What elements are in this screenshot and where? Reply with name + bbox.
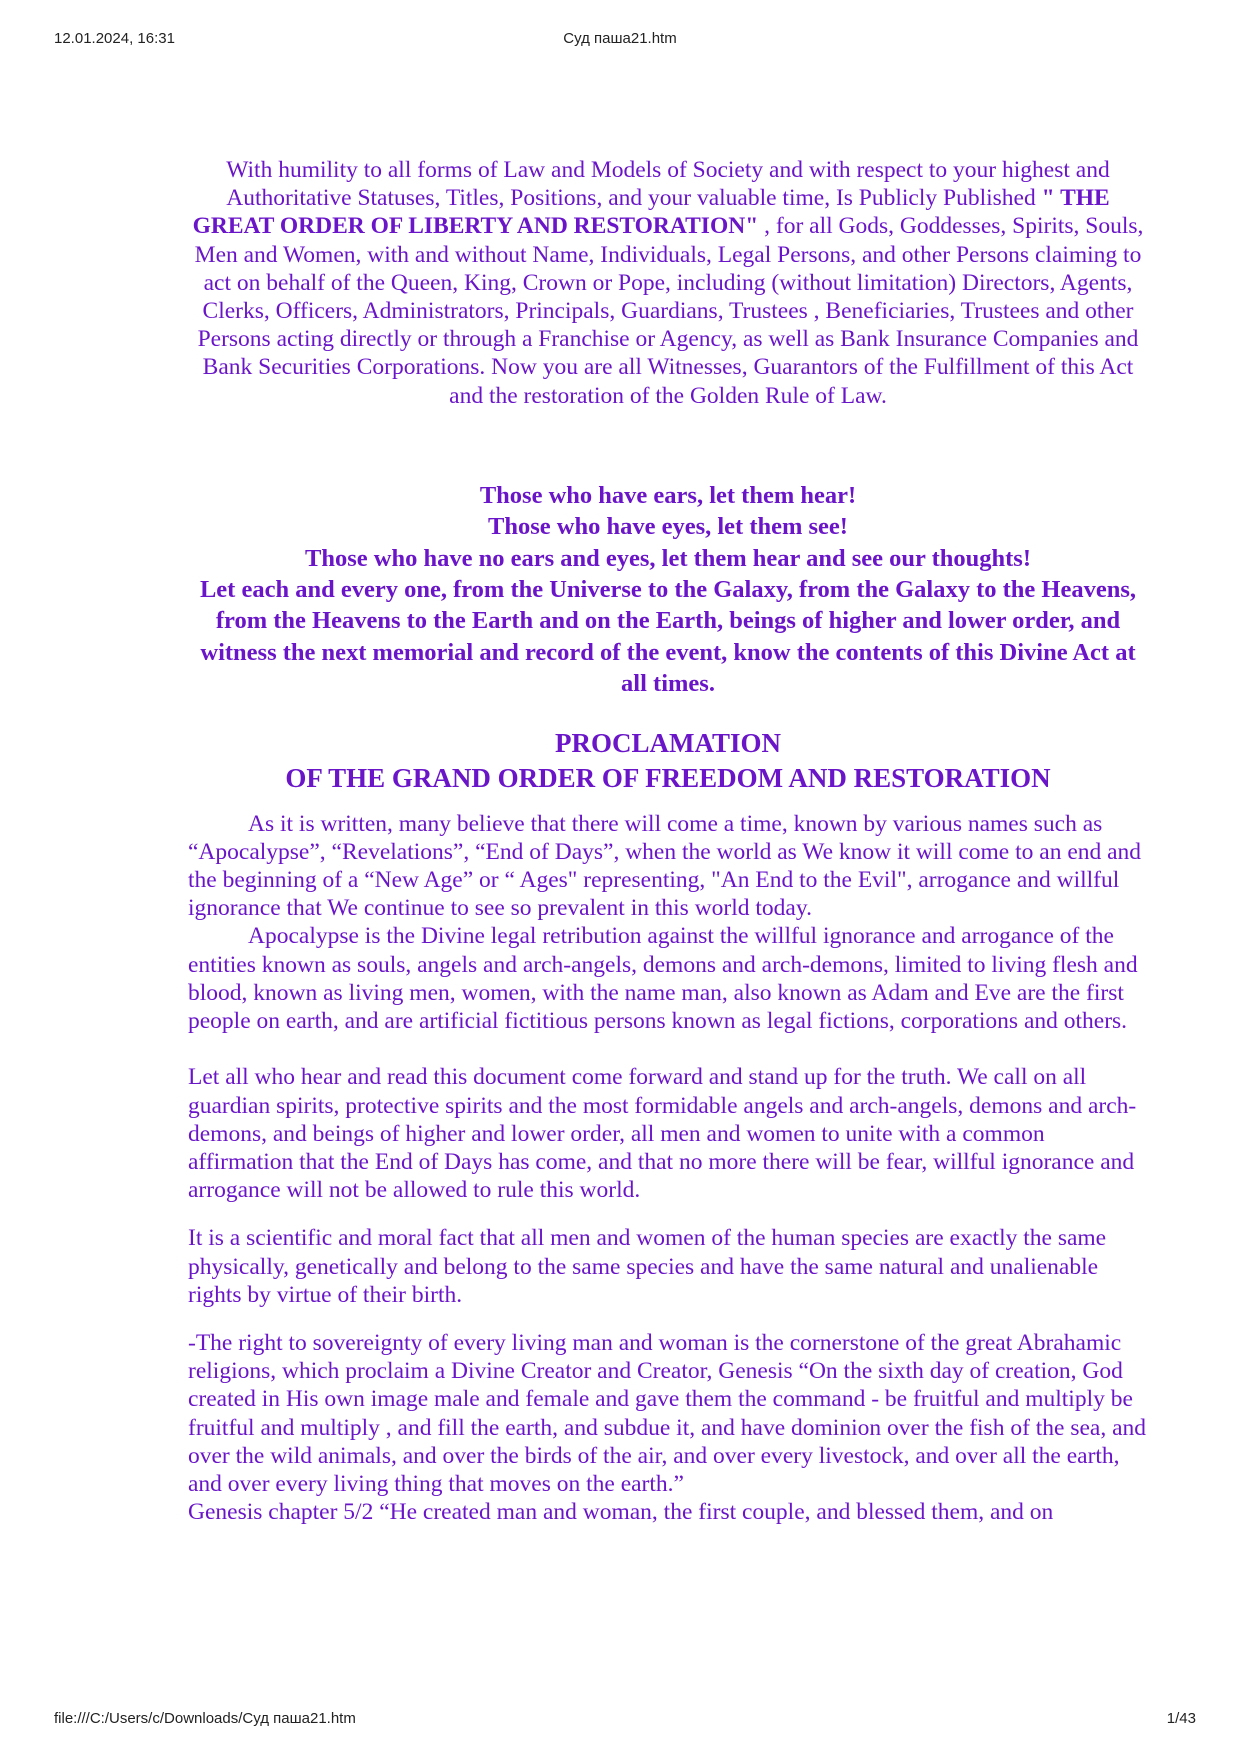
intro-bold-title: " THE GREAT ORDER OF LIBERTY AND RESTORATION" xyxy=(192,185,1110,240)
body-paragraph-5: -The right to sovereignty of every living man and woman is the cornerstone of the great Abrahamic religions, which proclaim a Divine Creator and Creator, Genesis “On the sixth day of creation, God created in His own image male and female and gave them the command - be fruitful and multiply be fruitful and multiply , and fill the earth, and subdue it, and have dominion over the fish of the sea, and over the wild animals, and over the birds of the air, and over every livestock, and over all the earth, and over every living thing that moves on the earth.” xyxy=(188,1329,1147,1497)
intro-text-before: With humility to all forms of Law and Models of Society and with respect to your highest and Authoritative Statuses, Titles, Positions, and your valuable time, Is Publicly Published xyxy=(226,157,1110,212)
verse-line-4: Let each and every one, from the Universe to the Galaxy, from the Galaxy to the Heavens, from the Heavens to the Earth and on the Earth, beings of higher and lower order, and witness the next memorial and record of the event, know the contents of this Divine Act at all times. xyxy=(199,576,1137,698)
print-datetime: 12.01.2024, 16:31 xyxy=(54,30,175,47)
proclamation-title-2: OF THE GRAND ORDER OF FREEDOM AND RESTORATION xyxy=(285,762,1051,793)
verse-line-1: Those who have ears, let them hear! xyxy=(479,481,857,509)
print-file-path: file:///C:/Users/c/Downloads/Суд паша21.htm xyxy=(54,1710,356,1727)
intro-paragraph xyxy=(188,156,1148,410)
proclamation-title-1: PROCLAMATION xyxy=(555,727,781,758)
print-document-title: Суд паша21.htm xyxy=(563,30,677,47)
proclamation-heading xyxy=(188,726,1148,796)
body-paragraph-1: As it is written, many believe that there will come a time, known by various names such as “Apocalypse”, “Revelations”, “End of Days”, when the world as We know it will come to an end and the beginning of a “New Age” or “ Ages" representing, "An End to the Evil", arrogance and willful ignorance that We continue to see so prevalent in this world today. xyxy=(188,810,1142,922)
body-paragraph-2: Apocalypse is the Divine legal retribution against the willful ignorance and arrogance of the entities known as souls, angels and arch-angels, demons and arch-demons, limited to living flesh and blood, known as living men, women, with the name man, also known as Adam and Eve are the first people on earth, and are artificial fictitious persons known as legal fictions, corporations and others. xyxy=(188,923,1138,1035)
document-body xyxy=(188,156,1148,1526)
body-paragraph-4: It is a scientific and moral fact that all men and women of the human species are exactly the same physically, genetically and belong to the same species and have the same natural and unalienable rights by virtue of their birth. xyxy=(188,1225,1107,1308)
verse-line-3: Those who have no ears and eyes, let them hear and see our thoughts! xyxy=(305,544,1031,572)
verse-block xyxy=(188,480,1148,700)
body-paragraph-6: Genesis chapter 5/2 “He created man and woman, the first couple, and blessed them, and on xyxy=(188,1499,1054,1526)
intro-text-after: , for all Gods, Goddesses, Spirits, Souls, Men and Women, with and without Name, Individuals, Legal Persons, and other Persons claiming to act on behalf of the Queen, King, Crown or Pope, including (without limitation) Directors, Agents, Clerks, Officers, Administrators, Principals, Guardians, Trustees , Beneficiaries, Trustees and other Persons acting directly or through a Franchise or Agency, as well as Bank Insurance Companies and Bank Securities Corporations. Now you are all Witnesses, Guarantors of the Fulfillment of this Act and the restoration of the Golden Rule of Law. xyxy=(194,213,1144,409)
body-paragraph-3: Let all who hear and read this document come forward and stand up for the truth. We call on all guardian spirits, protective spirits and the most formidable angels and arch-angels, demons and arch-demons, and beings of higher and lower order, all men and women to unite with a common affirmation that the End of Days has come, and that no more there will be fear, willful ignorance and arrogance will not be allowed to rule this world. xyxy=(188,1064,1137,1204)
page-number: 1/43 xyxy=(1166,1710,1196,1727)
verse-line-2: Those who have eyes, let them see! xyxy=(488,513,848,541)
